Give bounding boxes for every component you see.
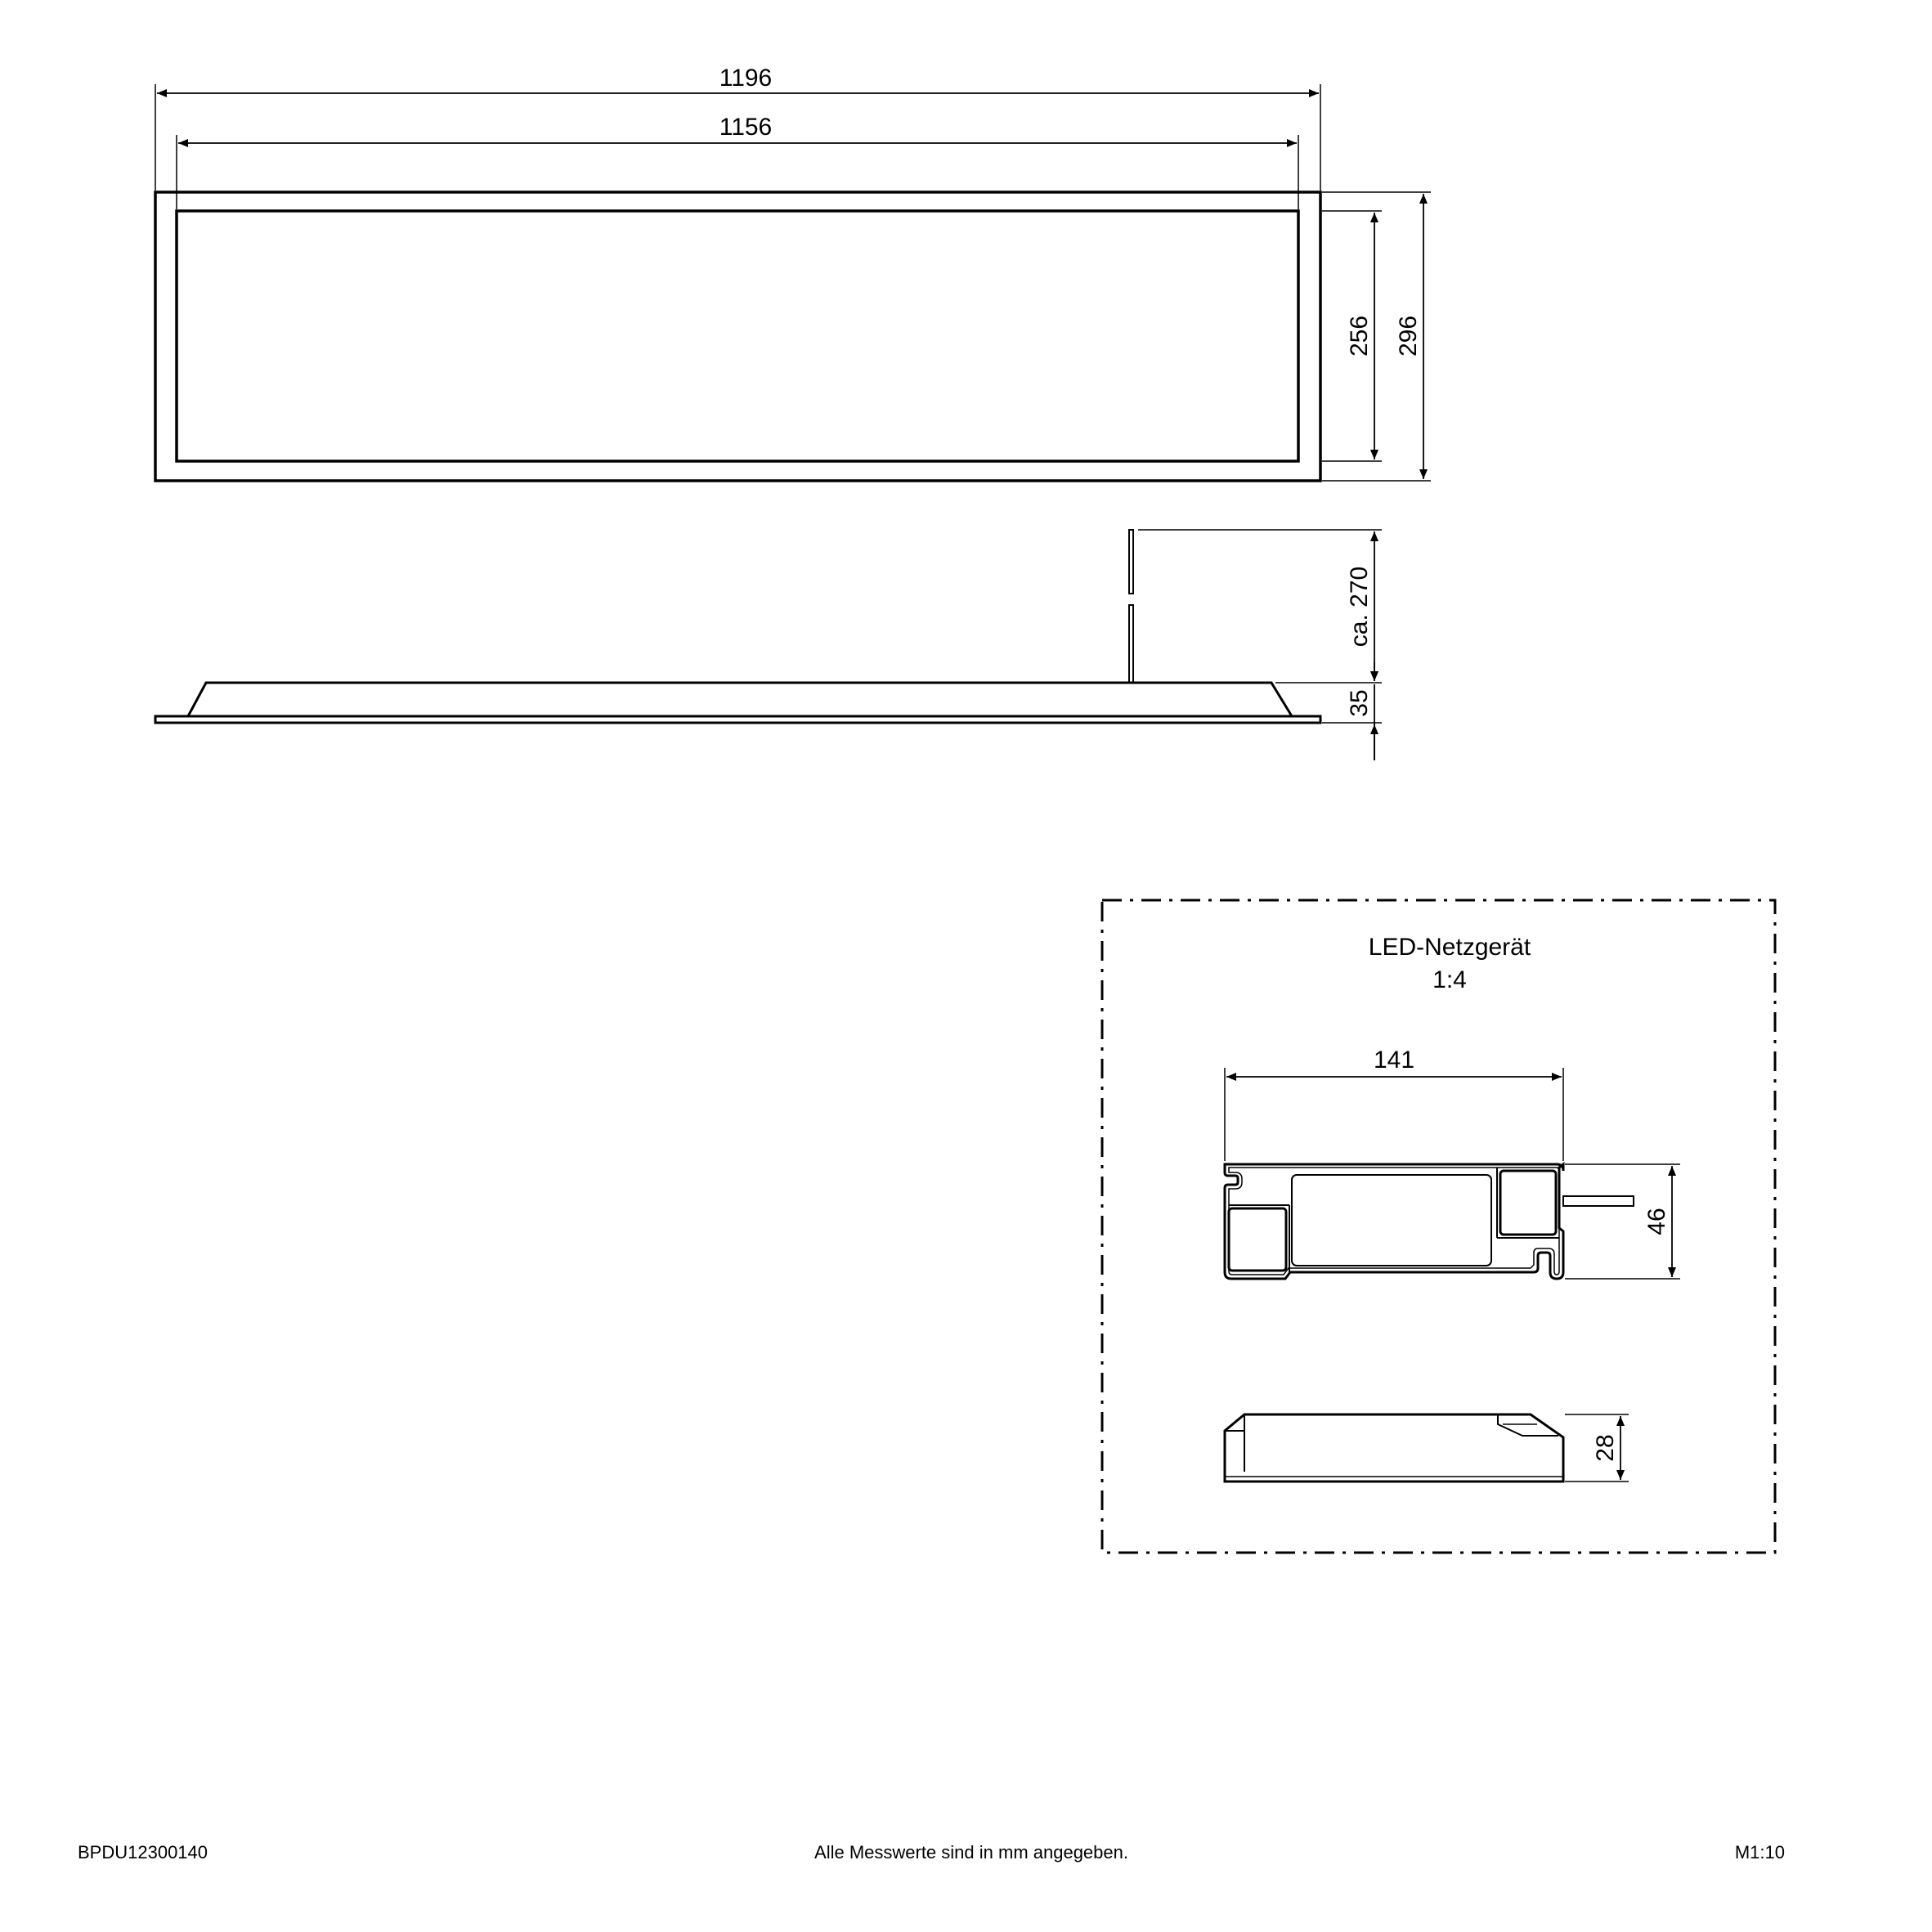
dimension-outer-height: 296 xyxy=(1395,315,1422,357)
driver-housing-inner xyxy=(1229,1168,1559,1275)
dimension-inner-width: 1156 xyxy=(719,114,773,141)
suspension-cable-upper xyxy=(1129,530,1133,594)
article-number: BPDU12300140 xyxy=(78,1842,208,1863)
driver-title: LED-Netzgerät xyxy=(1368,934,1531,961)
dimension-driver-height: 28 xyxy=(1592,1434,1619,1462)
driver-side-connector xyxy=(1498,1414,1558,1436)
footer xyxy=(78,1842,1785,1863)
dimension-outer-width: 1196 xyxy=(719,65,773,92)
detail-frame-dashdot xyxy=(1102,900,1775,1553)
driver-terminal-left xyxy=(1229,1208,1286,1271)
drawing-scale: M1:10 xyxy=(1734,1842,1785,1863)
dimension-body-height: 35 xyxy=(1346,689,1373,717)
driver-top-view xyxy=(1225,1164,1634,1279)
panel-outer-frame xyxy=(155,192,1320,481)
driver-label-area xyxy=(1292,1175,1491,1266)
luminaire-top-view xyxy=(155,65,1431,481)
driver-output-cable xyxy=(1563,1196,1634,1206)
driver-side-view xyxy=(1225,1414,1563,1481)
panel-body-profile xyxy=(188,683,1292,716)
driver-housing-outline xyxy=(1225,1164,1563,1279)
luminaire-side-view xyxy=(155,530,1382,760)
suspension-cable-lower xyxy=(1129,605,1133,683)
driver-detail xyxy=(1102,900,1775,1553)
dimension-inner-height: 256 xyxy=(1346,315,1373,357)
driver-terminal-right xyxy=(1500,1171,1556,1235)
dimension-driver-width: 46 xyxy=(1643,1208,1670,1235)
driver-scale: 1:4 xyxy=(1432,966,1467,993)
units-note: Alle Messwerte sind in mm angegeben. xyxy=(814,1842,1128,1863)
panel-inner-frame xyxy=(177,211,1298,461)
dimension-suspension-height: ca. 270 xyxy=(1346,566,1373,648)
dimension-driver-length: 141 xyxy=(1373,1047,1415,1074)
